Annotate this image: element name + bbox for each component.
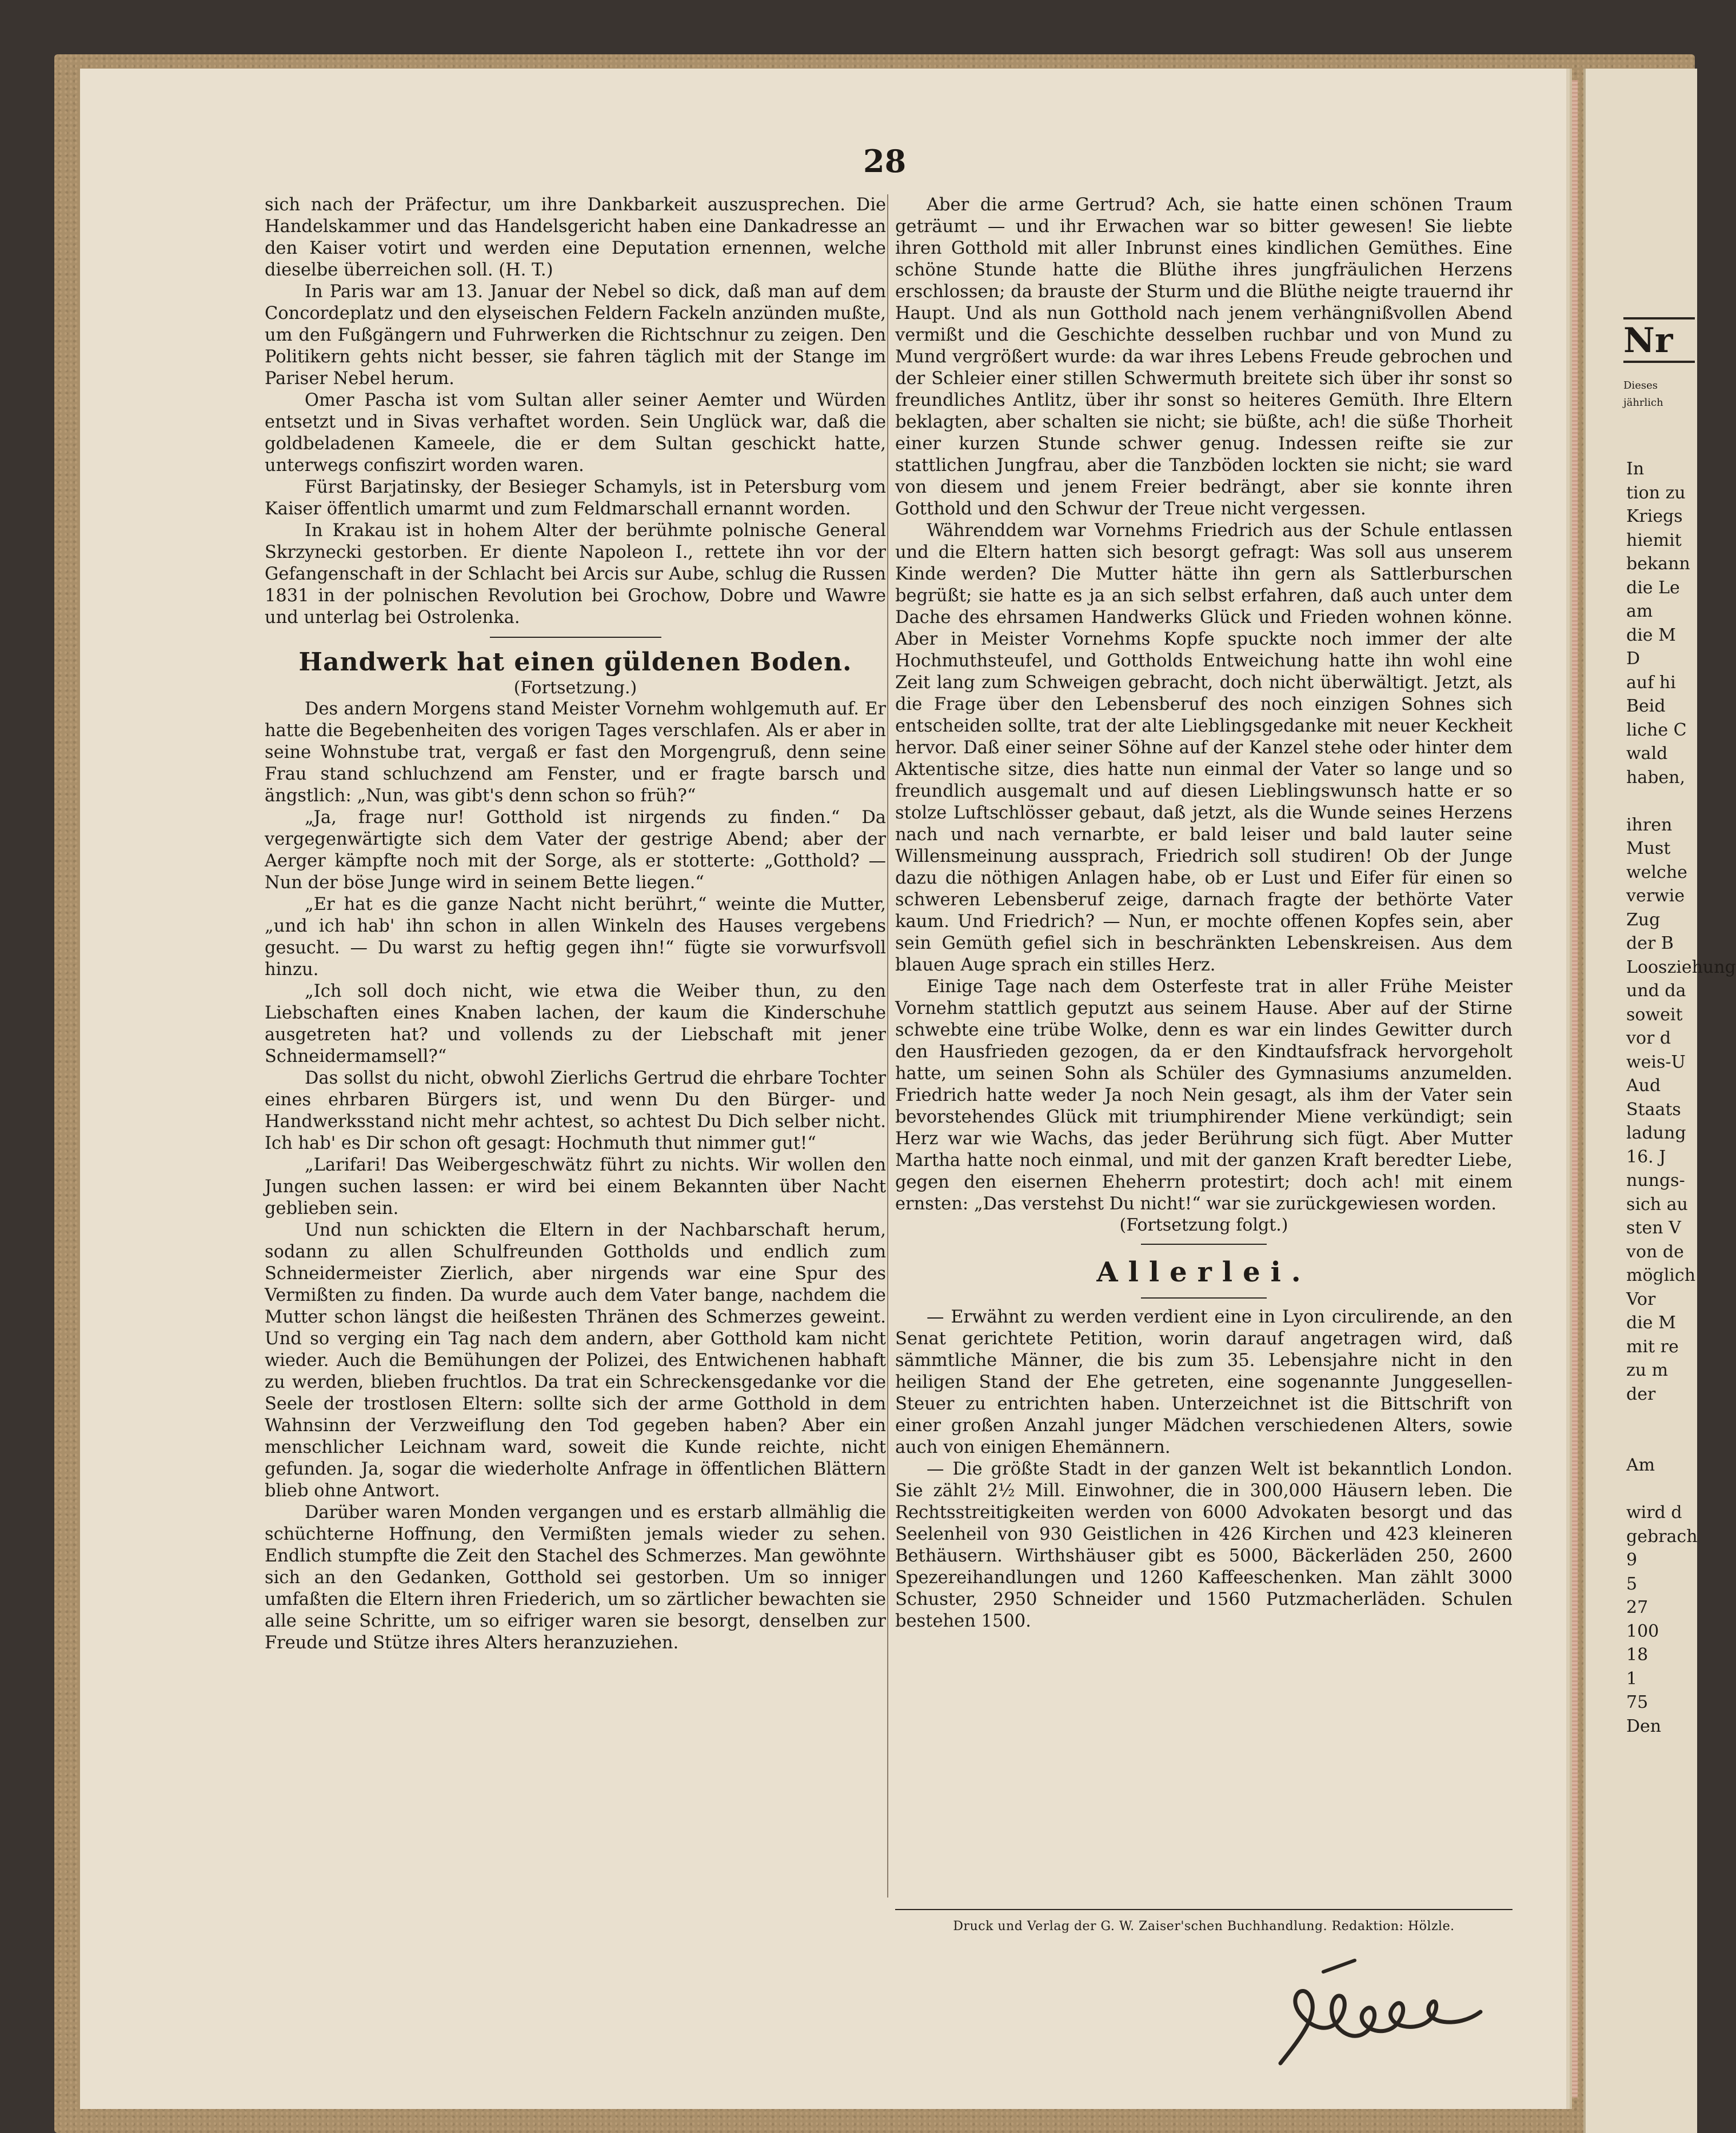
page-number: 28 — [863, 143, 907, 179]
story-paragraph: „Ja, frage nur! Gotthold ist nirgends zu finden.“ Da vergegenwärtigte sich dem Vater der gestrige Abend; aber der Aerger kämpfte noch mit der Sorge, als er stotterte: „Gotthold? — Nun der böse Junge wird in seinem Bette liegen.“ — [265, 808, 886, 893]
story-paragraph: Das sollst du nicht, obwohl Zierlichs Gertrud die ehrbare Tochter eines ehrbaren Bürgers ist, und wenn Du den Bürger- und Handwerksstand nicht mehr achtest, so achtest Du Dich selber nicht. Ich hab' es Dir schon oft gesagt: Hochmuth thut nimmer gut!“ — [265, 1068, 886, 1153]
adjacent-text-line: Am — [1626, 1455, 1655, 1475]
adjacent-text-line: haben, — [1626, 767, 1686, 788]
adjacent-text-line: In — [1626, 459, 1645, 479]
adjacent-text-line — [1626, 1477, 1695, 1501]
adjacent-text-line: 1 — [1626, 1668, 1638, 1689]
adjacent-text-line: die M — [1626, 1313, 1676, 1333]
adjacent-text-line: bekann — [1626, 554, 1690, 574]
adjacent-text-line: welche — [1626, 862, 1687, 882]
adjacent-text-line: und da — [1626, 981, 1686, 1001]
adjacent-text-line: von de — [1626, 1241, 1684, 1262]
adjacent-text-line: nungs- — [1626, 1171, 1685, 1191]
adjacent-text-line: soweit — [1626, 1004, 1683, 1025]
adjacent-subline: Dieses — [1623, 380, 1658, 392]
right-column — [895, 194, 1512, 1632]
adjacent-text-line: verwie — [1626, 886, 1685, 906]
left-column — [265, 194, 886, 1654]
story-paragraph: Und nun schickten die Eltern in der Nachbarschaft herum, sodann zu allen Schulfreunden Gottholds und endlich zum Schneidermeister Zierlich, aber nirgends war eine Spur des Vermißten zu finden. Da wurde auch dem Vater bange, nachdem die Mutter schon längst die heißesten Thränen des Schmerzes geweint. Und so verging ein Tag nach dem andern, aber Gotthold kam nicht wieder. Auch die Bemühungen der Polizei, des Entwichenen habhaft zu werden, blieben fruchtlos. Da trat ein Schreckensgedanke vor die Seele der trostlosen Eltern: sollte sich der arme Gotthold in dem Wahnsinn der Verzweiflung den Tod gegeben haben? Aber ein menschlicher Leichnam ward, soweit die Kunde reichte, nicht gefunden. Ja, sogar die wiederholte Anfrage in öffentlichen Blättern blieb ohne Antwort. — [265, 1220, 886, 1501]
adjacent-text-line: möglich — [1626, 1265, 1696, 1285]
news-item: In Paris war am 13. Januar der Nebel so dick, daß man auf dem Concordeplatz und den elyseischen Feldern Fackeln anzünden mußte, um den Fußgängern und Fuhrwerken die Richtschnur zu zeigen. Den Politikern gehts nicht besser, sie fahren täglich mit der Stange im Pariser Nebel herum. — [265, 282, 886, 389]
story-paragraph: Des andern Morgens stand Meister Vornehm wohlgemuth auf. Er hatte die Begebenheiten des vorigen Tages verschlafen. Als er aber in seine Wohnstube trat, vergaß er fast den Morgengruß, denn seine Frau stand schluchzend am Fenster, und er fragte barsch und ängstlich: „Nun, was gibt's denn schon so früh?“ — [265, 699, 886, 806]
adjacent-text-line: Zug — [1626, 909, 1661, 930]
adjacent-text-line: 5 — [1626, 1573, 1638, 1594]
adjacent-text-line: 100 — [1626, 1621, 1659, 1641]
adjacent-text-line: 75 — [1626, 1692, 1649, 1712]
news-item: Fürst Barjatinsky, der Besieger Schamyls, ist in Petersburg vom Kaiser öffentlich umarmt und zum Feldmarschall ernannt worden. — [265, 477, 886, 519]
adjacent-text-line: weis-U — [1626, 1052, 1686, 1072]
adjacent-text-line: Kriegs — [1626, 506, 1683, 526]
handwritten-signature — [1269, 1949, 1509, 2086]
adjacent-page-masthead: Nr — [1623, 317, 1695, 363]
imprint: Druck und Verlag der G. W. Zaiser'schen Buchhandlung. Redaktion: Hölzle. — [953, 1919, 1455, 1934]
adjacent-text-line: Vor — [1626, 1289, 1656, 1309]
adjacent-text-line: mit re — [1626, 1336, 1679, 1357]
adjacent-text-line: Staats — [1626, 1099, 1681, 1120]
imprint-rule — [895, 1909, 1512, 1910]
adjacent-text-line: auf hi — [1626, 672, 1676, 693]
adjacent-text-line: vor d — [1626, 1028, 1671, 1048]
story-paragraph: Aber die arme Gertrud? Ach, sie hatte einen schönen Traum geträumt — und ihr Erwachen war so bitter gewesen! Sie liebte ihren Gotthold mit aller Inbrunst eines kindlichen Gemüthes. Eine schöne Stunde hatte die Blüthe ihres jungfräulichen Herzens erschlossen; da brauste der Sturm und die Blüthe neigte trauernd ihr Haupt. Und als nun Gotthold nach jenem verhängnißvollen Abend vermißt und die Geschichte desselben ruchbar und von Mund zu Mund vergrößert wurde: da war ihres Lebens Freude gebrochen und der Schleier einer stillen Schwermuth breitete sich über ihr sonst so freundliches Antlitz, über ihr sonst so heiteres Gemüth. Ihre Eltern beklagten, aber schalten sie nicht; sie büßte, ach! die süße Thorheit einer kurzen Stunde schwer genug. Indessen reifte sie zur stattlichen Jungfrau, aber die Tanzböden lockten sie nicht; sie ward von diesem und jenem Freier bedrängt, aber sie konnte ihren Gotthold und den Schwur der Treue nicht vergessen. — [895, 195, 1512, 519]
adjacent-text-line: der — [1626, 1384, 1656, 1404]
adjacent-text-line: Loosziehung — [1626, 957, 1736, 977]
adjacent-page-subline — [1623, 377, 1695, 412]
news-item: Omer Pascha ist vom Sultan aller seiner Aemter und Würden entsetzt und in Sivas verhaftet worden. Sein Unglück war, daß die goldbeladenen Kameele, die er dem Sultan geschickt hatte, unterwegs confiszirt worden waren. — [265, 390, 886, 476]
adjacent-subline: jährlich — [1623, 397, 1663, 409]
adjacent-text-line: 9 — [1626, 1550, 1638, 1570]
misc-item: — Die größte Stadt in der ganzen Welt ist bekanntlich London. Sie zählt 2½ Mill. Einwohner, die in 300,000 Häusern leben. Die Rechtsstreitigkeiten werden von 6000 Advokaten besorgt und das Seelenheil von 930 Geistlichen in 426 Kirchen und 423 kleineren Bethäusern. Wirthshäuser gibt es 5000, Bäckerläden 250, 2600 Spezereihandlungen und 1260 Kaffeeschenken. Man zählt 3000 Schuster, 2950 Schneider und 1560 Putzmacherläden. Schulen bestehen 1500. — [895, 1459, 1512, 1631]
adjacent-text-line: Beid — [1626, 696, 1666, 716]
adjacent-text-line: 27 — [1626, 1597, 1649, 1617]
news-item: sich nach der Präfectur, um ihre Dankbarkeit auszusprechen. Die Handelskammer und das Handelsgericht haben eine Dankadresse an den Kaiser votirt und werden eine Deputation ernennen, welche dieselbe überreichen soll. (H. T.) — [265, 195, 886, 280]
adjacent-text-line: 16. J — [1626, 1147, 1666, 1167]
adjacent-text-line: D — [1626, 649, 1641, 669]
adjacent-page-text — [1626, 457, 1736, 1738]
adjacent-text-line: Aud — [1626, 1076, 1661, 1096]
adjacent-text-line — [1626, 789, 1695, 813]
story-paragraph: Währenddem war Vornehms Friedrich aus der Schule entlassen und die Eltern hatten sich besorgt gefragt: Was soll aus unserem Kinde werden? Die Mutter hätte ihn gern als Sattlerburschen begrüßt; sie hatte es ja an sich selbst erfahren, daß auch unter dem Dache des ehrsamen Handwerks Glück und Frieden wohnen könne. Aber in Meister Vornehms Kopfe spuckte noch immer der alte Hochmuthsteufel, und Gottholds Entweichung hatte ihn wohl eine Zeit lang zum Schweigen gebracht, doch nicht überwältigt. Jetzt, als die Frage über den Lebensberuf des noch einzigen Sohnes sich entscheiden sollte, trat der alte Lieblingsgedanke mit neuer Keckheit hervor. Daß einer seiner Söhne auf der Kanzel stehe oder hinter dem Aktentische sitze, dies hatte nun einmal der Vater so lange und so freundlich ausgemalt und auf diesen Lieblingswunsch hatte er so stolze Luftschlösser gebaut, daß jetzt, als die Wunde seines Herzens nach und nach vernarbte, er bald leiser und bald lauter seine Willensmeinung aussprach, Friedrich soll studiren! Ob der Junge dazu die nöthigen Anlagen habe, ob er Lust und Eifer für einen so schweren Lebensberuf zeige, darnach fragte der bethörte Vater kaum. Und Friedrich? — Nun, er mochte offenen Kopfes sein, aber sein Gemüth gefiel sich in beschränkten Lebenskreisen. Aus dem blauen Auge sprach ein stilles Herz. — [895, 521, 1512, 975]
page-red-edge — [1567, 80, 1578, 2098]
adjacent-text-line: hiemit — [1626, 530, 1682, 550]
adjacent-text-line: ladung — [1626, 1123, 1686, 1143]
adjacent-text-line: zu m — [1626, 1360, 1669, 1380]
news-item: In Krakau ist in hohem Alter der berühmte polnische General Skrzynecki gestorben. Er diente Napoleon I., rettete ihn vor der Gefangenschaft in der Schlacht bei Arcis sur Aube, schlug die Russen 1831 in der polnischen Revolution bei Grochow, Dobre und Wawre und unterlag bei Ostrolenka. — [265, 521, 886, 628]
column-divider — [887, 194, 888, 1898]
story-paragraph: „Ich soll doch nicht, wie etwa die Weiber thun, zu den Liebschaften eines Knaben lachen, der kaum die Kinderschuhe ausgetreten hat? und vollends zu der Liebschaft mit jener Schneidermamsell?“ — [265, 981, 886, 1066]
misc-item: — Erwähnt zu werden verdient eine in Lyon circulirende, an den Senat gerichtete Petition, worin darauf angetragen wird, daß sämmtliche Männer, die bis zum 35. Lebensjahre nicht in den heiligen Stand der Ehe getreten, eine sogenannte Junggesellen-Steuer zu entrichten haben. Unterzeichnet ist die Bittschrift von einer großen Anzahl junger Mädchen verschiedenen Alters, sowie auch von einigen Ehemännern. — [895, 1307, 1512, 1457]
adjacent-text-line — [1626, 1406, 1695, 1430]
adjacent-text-line: wald — [1626, 744, 1668, 764]
story-paragraph: Darüber waren Monden vergangen und es erstarb allmählig die schüchterne Hoffnung, den Vermißten jemals wieder zu sehen. Endlich stumpfte die Zeit den Stachel des Schmerzes. Man gewöhnte sich an den Gedanken, Gotthold sei gestorben. Um so inniger umfaßten die Eltern ihren Friederich, um so zärtlicher bewachten sie alle seine Schritte, um so eifriger waren sie besorgt, denselben zur Freude und Stütze ihres Alters heranzuziehen. — [265, 1503, 886, 1653]
story-continued: (Fortsetzung folgt.) — [1119, 1215, 1288, 1235]
adjacent-text-line: sich au — [1626, 1194, 1688, 1215]
adjacent-text-line: sten V — [1626, 1218, 1681, 1238]
section-rule — [1141, 1297, 1267, 1299]
adjacent-text-line: gebrach — [1626, 1526, 1698, 1547]
adjacent-text-line: die M — [1626, 625, 1676, 645]
adjacent-text-line: ihren — [1626, 814, 1673, 835]
adjacent-text-line — [1626, 1430, 1695, 1454]
story-title: Handwerk hat einen güldenen Boden. — [298, 648, 852, 677]
adjacent-text-line: wird d — [1626, 1503, 1682, 1523]
adjacent-text-line: die Le — [1626, 577, 1680, 598]
adjacent-text-line: Must — [1626, 838, 1671, 858]
adjacent-text-line: der B — [1626, 933, 1674, 953]
story-paragraph: „Larifari! Das Weibergeschwätz führt zu nichts. Wir wollen den Jungen suchen lassen: er wird bei einem Bekannten über Nacht geblieben sein. — [265, 1155, 886, 1219]
adjacent-text-line: am — [1626, 601, 1653, 621]
story-subtitle: (Fortsetzung.) — [513, 678, 637, 698]
story-paragraph: Einige Tage nach dem Osterfeste trat in aller Frühe Meister Vornehm stattlich geputzt aus seinem Hause. Aber auf der Stirne schwebte eine trübe Wolke, denn es war ein lindes Gewitter durch den Hausfrieden gezogen, da er den Kindtaufsfrack hervorgeholt hatte, um seinen Sohn als Schüler des Gymnasiums anzumelden. Friedrich hatte weder Ja noch Nein gesagt, als ihm der Vater sein bevorstehendes Glück mit triumphirender Miene verkündigt; sein Herz war wie Wachs, das jeder Berührung sich fügt. Aber Mutter Martha hatte noch einmal, und mit der ganzen Kraft beredter Liebe, gegen den eisernen Eheherrn protestirt; doch ach! mit einem ernsten: „Das verstehst Du nicht!“ war sie zurückgewiesen worden. — [895, 977, 1512, 1214]
adjacent-text-line: 18 — [1626, 1645, 1649, 1665]
story-paragraph: „Er hat es die ganze Nacht nicht berührt,“ weinte die Mutter, „und ich hab' ihn schon in allen Winkeln des Hauses vergebens gesucht. — Du warst zu heftig gegen ihn!“ fügte sie vorwurfsvoll hinzu. — [265, 894, 886, 980]
adjacent-text-line: liche C — [1626, 720, 1687, 740]
section-rule — [1141, 1244, 1267, 1245]
misc-title: Allerlei. — [1096, 1256, 1311, 1288]
adjacent-text-line: tion zu — [1626, 482, 1686, 503]
section-rule — [490, 637, 661, 638]
adjacent-text-line: Den — [1626, 1716, 1662, 1736]
